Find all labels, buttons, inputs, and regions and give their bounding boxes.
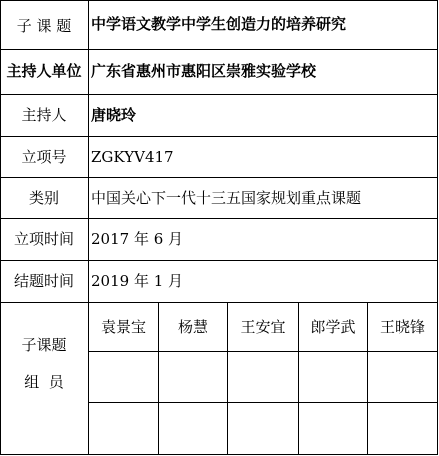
table-border-bottom: [0, 454, 438, 455]
end-date-label: 结题时间: [13, 272, 74, 290]
project-number-label: 立项号: [21, 148, 67, 166]
host-value: 唐晓玲: [91, 106, 137, 124]
row-divider: [0, 218, 438, 219]
host-unit-label: 主持人单位: [6, 62, 82, 80]
members-label-line1: 子课题: [21, 336, 67, 354]
start-date-value: 2017 年 6 月: [91, 230, 184, 248]
row-divider: [0, 260, 438, 261]
label-column-divider: [88, 0, 89, 455]
member-name: 王晓锋: [379, 318, 425, 336]
row-divider: [0, 136, 438, 137]
category-value: 中国关心下一代十三五国家规划重点课题: [91, 189, 362, 207]
table-border-right: [437, 0, 438, 455]
row-divider: [0, 94, 438, 95]
member-name: 杨慧: [177, 318, 208, 336]
row-divider: [88, 402, 438, 403]
members-label-line2: 组 员: [24, 373, 64, 391]
member-name: 郎学武: [310, 318, 356, 336]
table-border-top: [0, 0, 438, 1]
row-divider: [0, 177, 438, 178]
row-divider: [88, 351, 438, 352]
start-date-label: 立项时间: [13, 230, 74, 248]
subject-label: 子 课 题: [16, 17, 72, 35]
host-label: 主持人: [21, 106, 67, 124]
project-number-value: ZGKYV417: [91, 148, 174, 166]
end-date-value: 2019 年 1 月: [91, 272, 184, 290]
category-label: 类别: [28, 189, 59, 207]
subject-value: 中学语文教学中学生创造力的培养研究: [91, 15, 347, 33]
member-name: 袁景宝: [100, 318, 146, 336]
host-unit-value: 广东省惠州市惠阳区崇雅实验学校: [91, 62, 317, 80]
member-name: 王安宜: [240, 318, 286, 336]
row-divider: [0, 302, 438, 303]
row-divider: [0, 49, 438, 50]
